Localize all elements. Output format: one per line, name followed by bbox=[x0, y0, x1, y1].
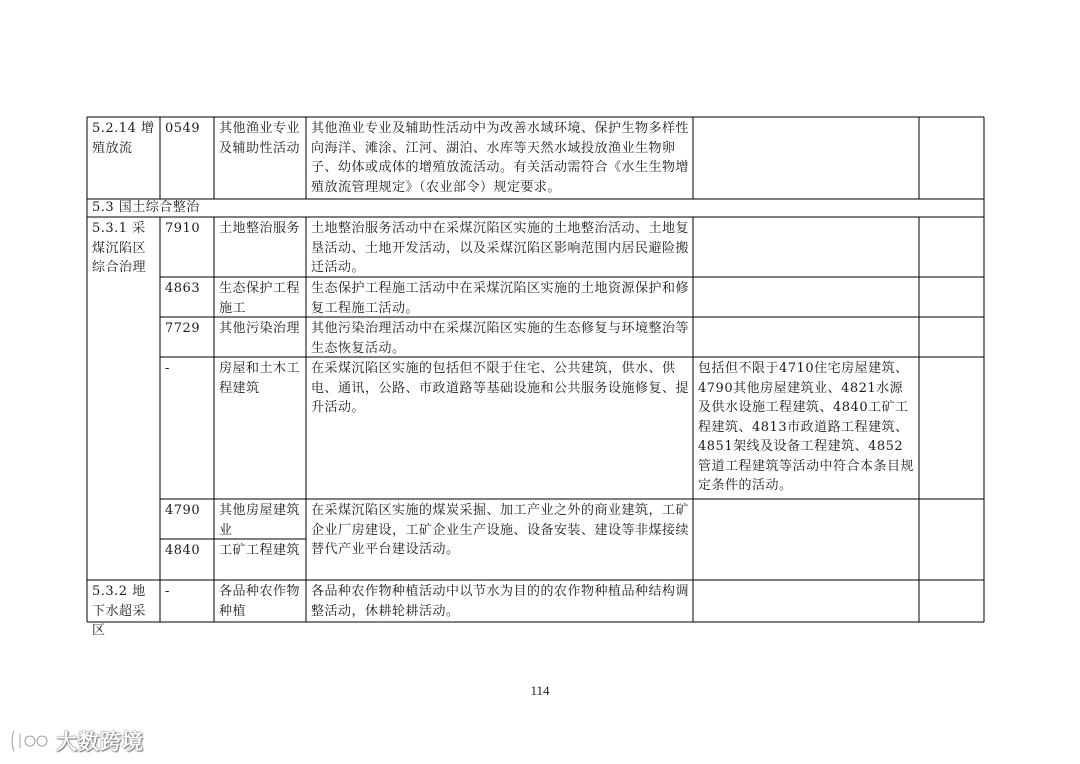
description-cell: 各品种农作物种植活动中以节水为目的的农作物种植品种结构调整活动，休耕轮耕活动。 bbox=[311, 584, 690, 619]
industry-code-cell: 0549 bbox=[165, 121, 201, 136]
brand-logo-icon bbox=[8, 726, 50, 756]
description-cell: 在采煤沉陷区实施的煤炭采掘、加工产业之外的商业建筑，工矿企业厂房建设，工矿企业生产设施、设备安装、建设等非煤接续替代产业平台建设活动。 bbox=[311, 503, 690, 557]
industry-name-cell: 其他房屋建筑业 bbox=[219, 503, 301, 538]
industry-code-cell: 4863 bbox=[165, 281, 201, 296]
industry-name-cell: 其他污染治理 bbox=[219, 321, 301, 336]
watermark-text: 大数跨境 bbox=[56, 730, 144, 754]
description-cell: 其他渔业专业及辅助性活动中为改善水域环境、保护生物多样性向海洋、滩涂、江河、湖泊、水库等天然水域投放渔业生物卵子、幼体或成体的增殖放流活动。有关活动需符合《水生生物增殖放流管理规定》（农业部令）规定要求。 bbox=[311, 121, 690, 195]
category-cell: 5.2.14 增殖放流 bbox=[92, 121, 155, 156]
section-heading: 5.3 国土综合整治 bbox=[92, 200, 200, 215]
page-number: 114 bbox=[530, 683, 550, 698]
industry-name-cell: 其他渔业专业及辅助性活动 bbox=[219, 121, 301, 156]
industry-name-cell: 生态保护工程施工 bbox=[219, 281, 301, 316]
industry-name-cell: 各品种农作物种植 bbox=[219, 584, 301, 619]
description-cell: 其他污染治理活动中在采煤沉陷区实施的生态修复与环境整治等生态恢复活动。 bbox=[311, 321, 690, 356]
industry-code-cell: 4840 bbox=[165, 543, 201, 558]
industry-code-cell: - bbox=[165, 584, 170, 599]
category-cell: 5.3.2 地下水超采区 bbox=[92, 584, 147, 638]
industry-code-cell: - bbox=[165, 361, 170, 376]
description-cell: 生态保护工程施工活动中在采煤沉陷区实施的土地资源保护和修复工程施工活动。 bbox=[311, 281, 690, 316]
industry-name-cell: 房屋和土木工程建筑 bbox=[219, 361, 301, 396]
watermark bbox=[8, 726, 144, 756]
note-cell: 包括但不限于4710住宅房屋建筑、4790其他房屋建筑业、4821水源及供水设施工程建筑、4840工矿工程建筑、4813市政道路工程建筑、4851架线及设备工程建筑、4852管道工程建筑等活动中符合本条目规定条件的活动。 bbox=[698, 361, 915, 493]
industry-code-cell: 7910 bbox=[165, 221, 201, 236]
description-cell: 在采煤沉陷区实施的包括但不限于住宅、公共建筑，供水、供电、通讯，公路、市政道路等基础设施和公共服务设施修复、提升活动。 bbox=[311, 361, 690, 415]
industry-code-cell: 4790 bbox=[165, 503, 201, 518]
category-cell: 5.3.1 采煤沉陷区综合治理 bbox=[92, 221, 147, 275]
industry-name-cell: 工矿工程建筑 bbox=[219, 543, 301, 558]
industry-code-cell: 7729 bbox=[165, 321, 201, 336]
description-cell: 土地整治服务活动中在采煤沉陷区实施的土地整治活动、土地复垦活动、土地开发活动，以及采煤沉陷区影响范围内居民避险搬迁活动。 bbox=[311, 221, 690, 275]
industry-name-cell: 土地整治服务 bbox=[219, 221, 301, 236]
